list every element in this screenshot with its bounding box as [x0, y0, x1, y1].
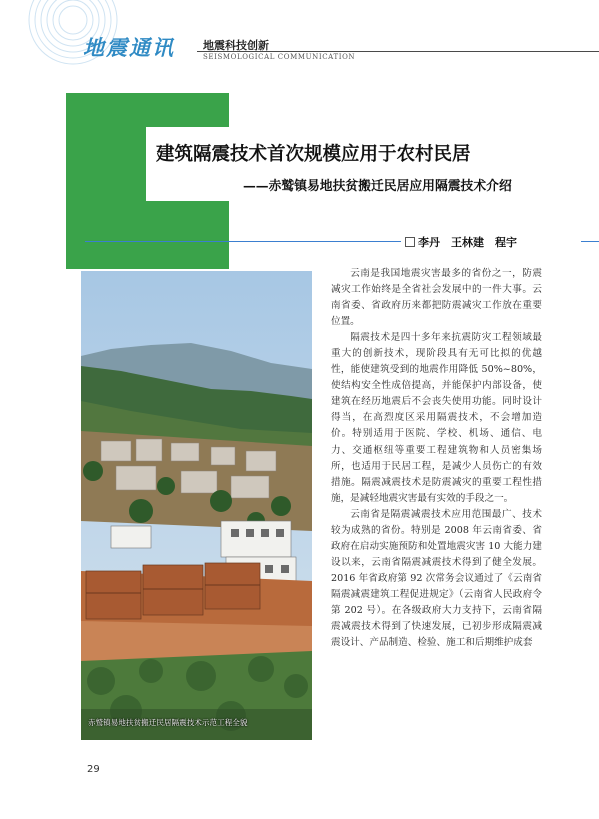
- section-subtitle-en: SEISMOLOGICAL COMMUNICATION: [203, 53, 356, 61]
- body-paragraph: 云南省是隔震减震技术应用范围最广、技术较为成熟的省份。特别是 2008 年云南省委、省政府在启动实施预防和处置地震灾害 10 大能力建设以来，云南省隔震减震技术得到了健全发展。2016 年省政府第 92 次常务会议通过了《云南省隔震减震建筑工程促进规定》（云南省人民政府令第 202 号）。在各级政府大力支持下，云南省隔震减震技术得到了快速发展，已初步形成隔震减震设计、产品制造、检验、施工和后期维护成套: [331, 508, 542, 649]
- square-bullet-icon: [405, 237, 415, 247]
- photo-caption: 赤鹫镇易地扶贫搬迁民居隔震技术示范工程全貌: [88, 718, 248, 727]
- article-subtitle: ——赤鹫镇易地扶贫搬迁民居应用隔震技术介绍: [243, 179, 512, 194]
- page-number: 29: [87, 764, 100, 775]
- body-paragraph: 云南是我国地震灾害最多的省份之一，防震减灾工作始终是全省社会发展中的一件大事。云南省委、省政府历来都把防震减灾工作放在重要位置。: [331, 268, 542, 328]
- body-paragraph: 隔震技术是四十多年来抗震防灾工程领域最重大的创新技术，现阶段具有无可比拟的优越性，能使建筑受到的地震作用降低 50%~80%，使结构安全性成倍提高，并能保护内部设备，使建筑在经历地震后不会丧失使用功能。同时设计得当，在高烈度区采用隔震技术，不会增加造价。特别适用于医院、学校、机场、通信、电力、交通枢纽等重要工程建筑物和人员密集场所，也适用于民居工程，是减少人员伤亡的有效措施。隔震减震技术是防震减灾的重要工程性措施，是减轻地震灾害最有实效的手段之一。: [331, 332, 542, 504]
- article-authors: 李丹 王林建 程宇: [418, 236, 517, 249]
- article-body: [331, 266, 542, 651]
- section-title: 地震科技创新: [203, 39, 269, 52]
- header-divider: [197, 51, 599, 52]
- journal-logo: 地震通讯: [83, 35, 175, 60]
- article-title: 建筑隔震技术首次规模应用于农村民居: [156, 144, 471, 165]
- village-photo: [81, 271, 312, 740]
